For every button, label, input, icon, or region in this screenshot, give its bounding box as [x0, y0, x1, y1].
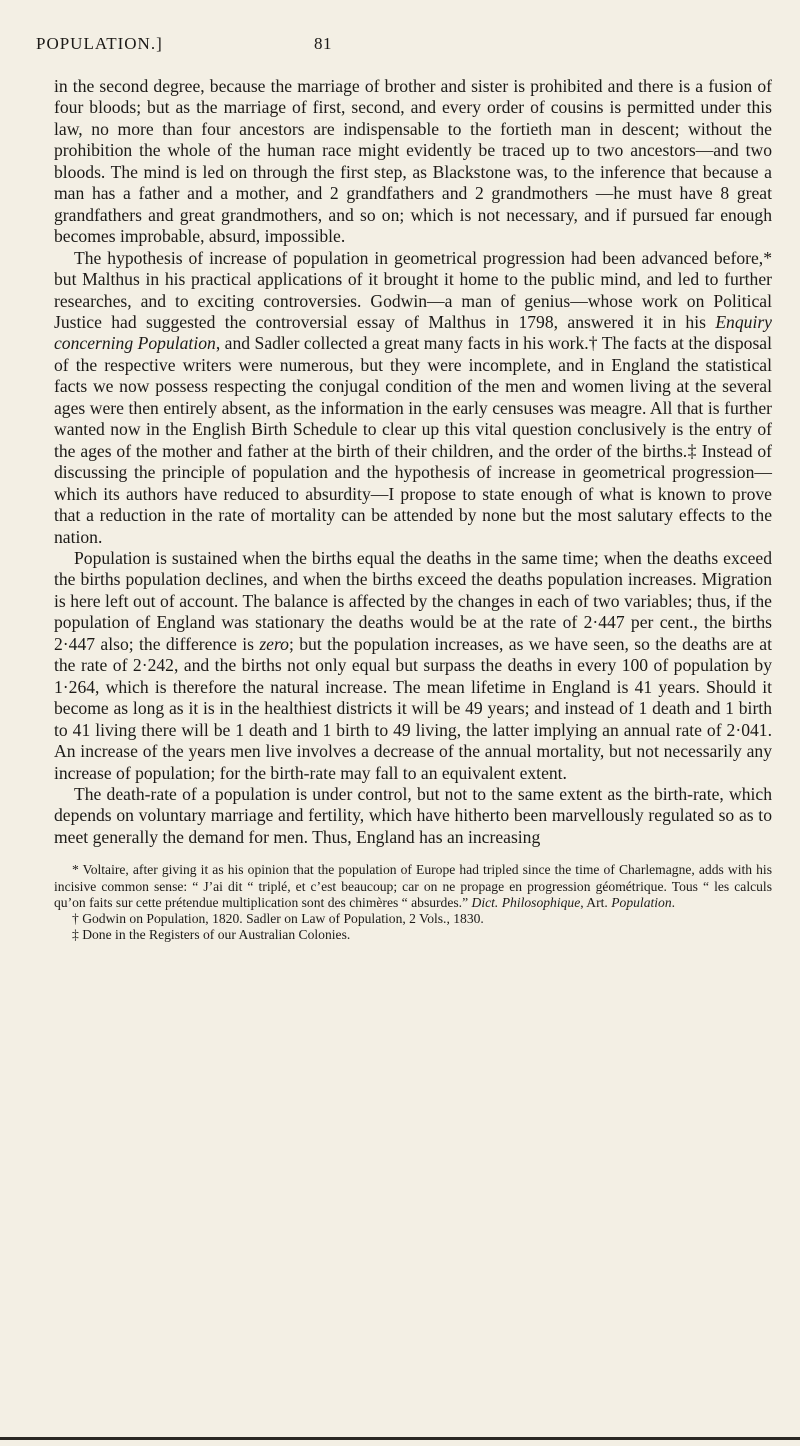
book-page — [36, 34, 772, 943]
footnote-2: † Godwin on Population, 1820. Sadler on Law of Population, 2 Vols., 1830. — [72, 910, 484, 926]
footnote-1 — [54, 862, 772, 911]
bottom-edge-rule — [0, 1437, 800, 1440]
paragraph-2 — [54, 248, 772, 548]
paragraph-3-part-1: Population is sustained when the births equal the deaths in the same time; when the deaths exceed the births population declines, and when the births exceed the deaths population increases. Migration is here left out of account. The balance is affected by the changes in each of two variables; thus, if the population of England was stationary the deaths would be at the rate of 2·447 per cent., the births 2·447 also; the difference is — [54, 547, 772, 654]
footnote-1-part-3: . — [671, 894, 676, 910]
running-head-section: POPULATION.] — [36, 34, 163, 53]
footnote-3: ‡ Done in the Registers of our Australian Colonies. — [72, 927, 351, 943]
footnote-1-part-1: * Voltaire, after giving it as his opinion that the population of Europe had tripled since the time of Charlemagne, adds with his incisive common sense: “ J’ai dit “ triplé, et c’est beaucoup; car on ne propage en progression géométrique. Tous “ les calculs qu’on faits sur cette prétendue multiplication sont des chimères “ absurdes.” — [54, 862, 772, 910]
running-head — [36, 34, 772, 60]
footnotes — [54, 862, 772, 943]
paragraph-3-part-2: ; but the population increases, as we have seen, so the deaths are at the rate of 2·242, and the births not only equal but surpass the deaths in every 100 of population by 1·264, which is therefore the natural increase. The mean lifetime in England is 41 years. Should it become as long as it is in the healthiest districts it will be 49 years; and instead of 1 death and 1 birth to 41 living there will be 1 death and 1 birth to 49 living, the latter implying an annual rate of 2·041. An increase of the years men live involves a decrease of the annual mortality, but not necessarily any increase of population; for the birth-rate may fall to an equivalent extent. — [54, 633, 772, 783]
work-title-godwin: Enquiry concerning Population — [54, 311, 772, 354]
paragraph-2-part-1: The hypothesis of increase of population in geometrical progression had been advanced before,* but Malthus in his practical applications of it brought it home to the public mind, and led to further researches, and to exciting controversies. Godwin—a man of genius—whose work on Political Justice had suggested the controversial essay of Malthus in 1798, answered it in his — [54, 247, 772, 332]
footnote-1-source: Dict. Philosophique — [471, 894, 581, 910]
footnote-1-part-2: , Art. — [580, 894, 612, 910]
footnote-1-article: Population — [611, 894, 672, 910]
paragraph-1: in the second degree, because the marriage of brother and sister is prohibited and there is a fusion of four bloods; but as the marriage of first, second, and every order of cousins is permitted under this law, no more than four ancestors are indispensable to the fortieth man in descent; without the prohibition the whole of the human race might evidently be traced up to two ancestors—and two bloods. The mind is led on through the first step, as Blackstone was, to the inference that because a man has a father and a mother, and 2 grandfathers and 2 grandmothers —he must have 8 great grandfathers and great grandmothers, and so on; which is not necessary, and if pursued far enough becomes improbable, absurd, impossible. — [54, 76, 772, 247]
paragraph-3 — [54, 548, 772, 784]
emphasis-zero: zero — [259, 633, 289, 654]
paragraph-4: The death-rate of a population is under control, but not to the same extent as the birth-rate, which depends on voluntary marriage and fertility, which have hitherto been marvellously regulated so as to meet generally the demand for men. Thus, England has an increasing — [54, 783, 772, 847]
body-text — [54, 76, 772, 848]
paragraph-2-part-2: , and Sadler collected a great many facts in his work.† The facts at the disposal of the respective writers were numerous, but they were incomplete, and in England the statistical facts we now possess respecting the conjugal condition of the men and women living at the several ages were then entirely absent, as the information in the early censuses was meagre. All that is further wanted now in the English Birth Schedule to clear up this vital question conclusively is the entry of the ages of the mother and father at the birth of their children, and the order of the births.‡ Instead of discussing the principle of population and the hypothesis of increase in geometrical progression—which its authors have reduced to absurdity—I propose to state enough of what is known to prove that a reduction in the rate of mortality can be attended by none but the most salutary effects to the nation. — [54, 333, 772, 547]
page-number: 81 — [314, 34, 332, 53]
